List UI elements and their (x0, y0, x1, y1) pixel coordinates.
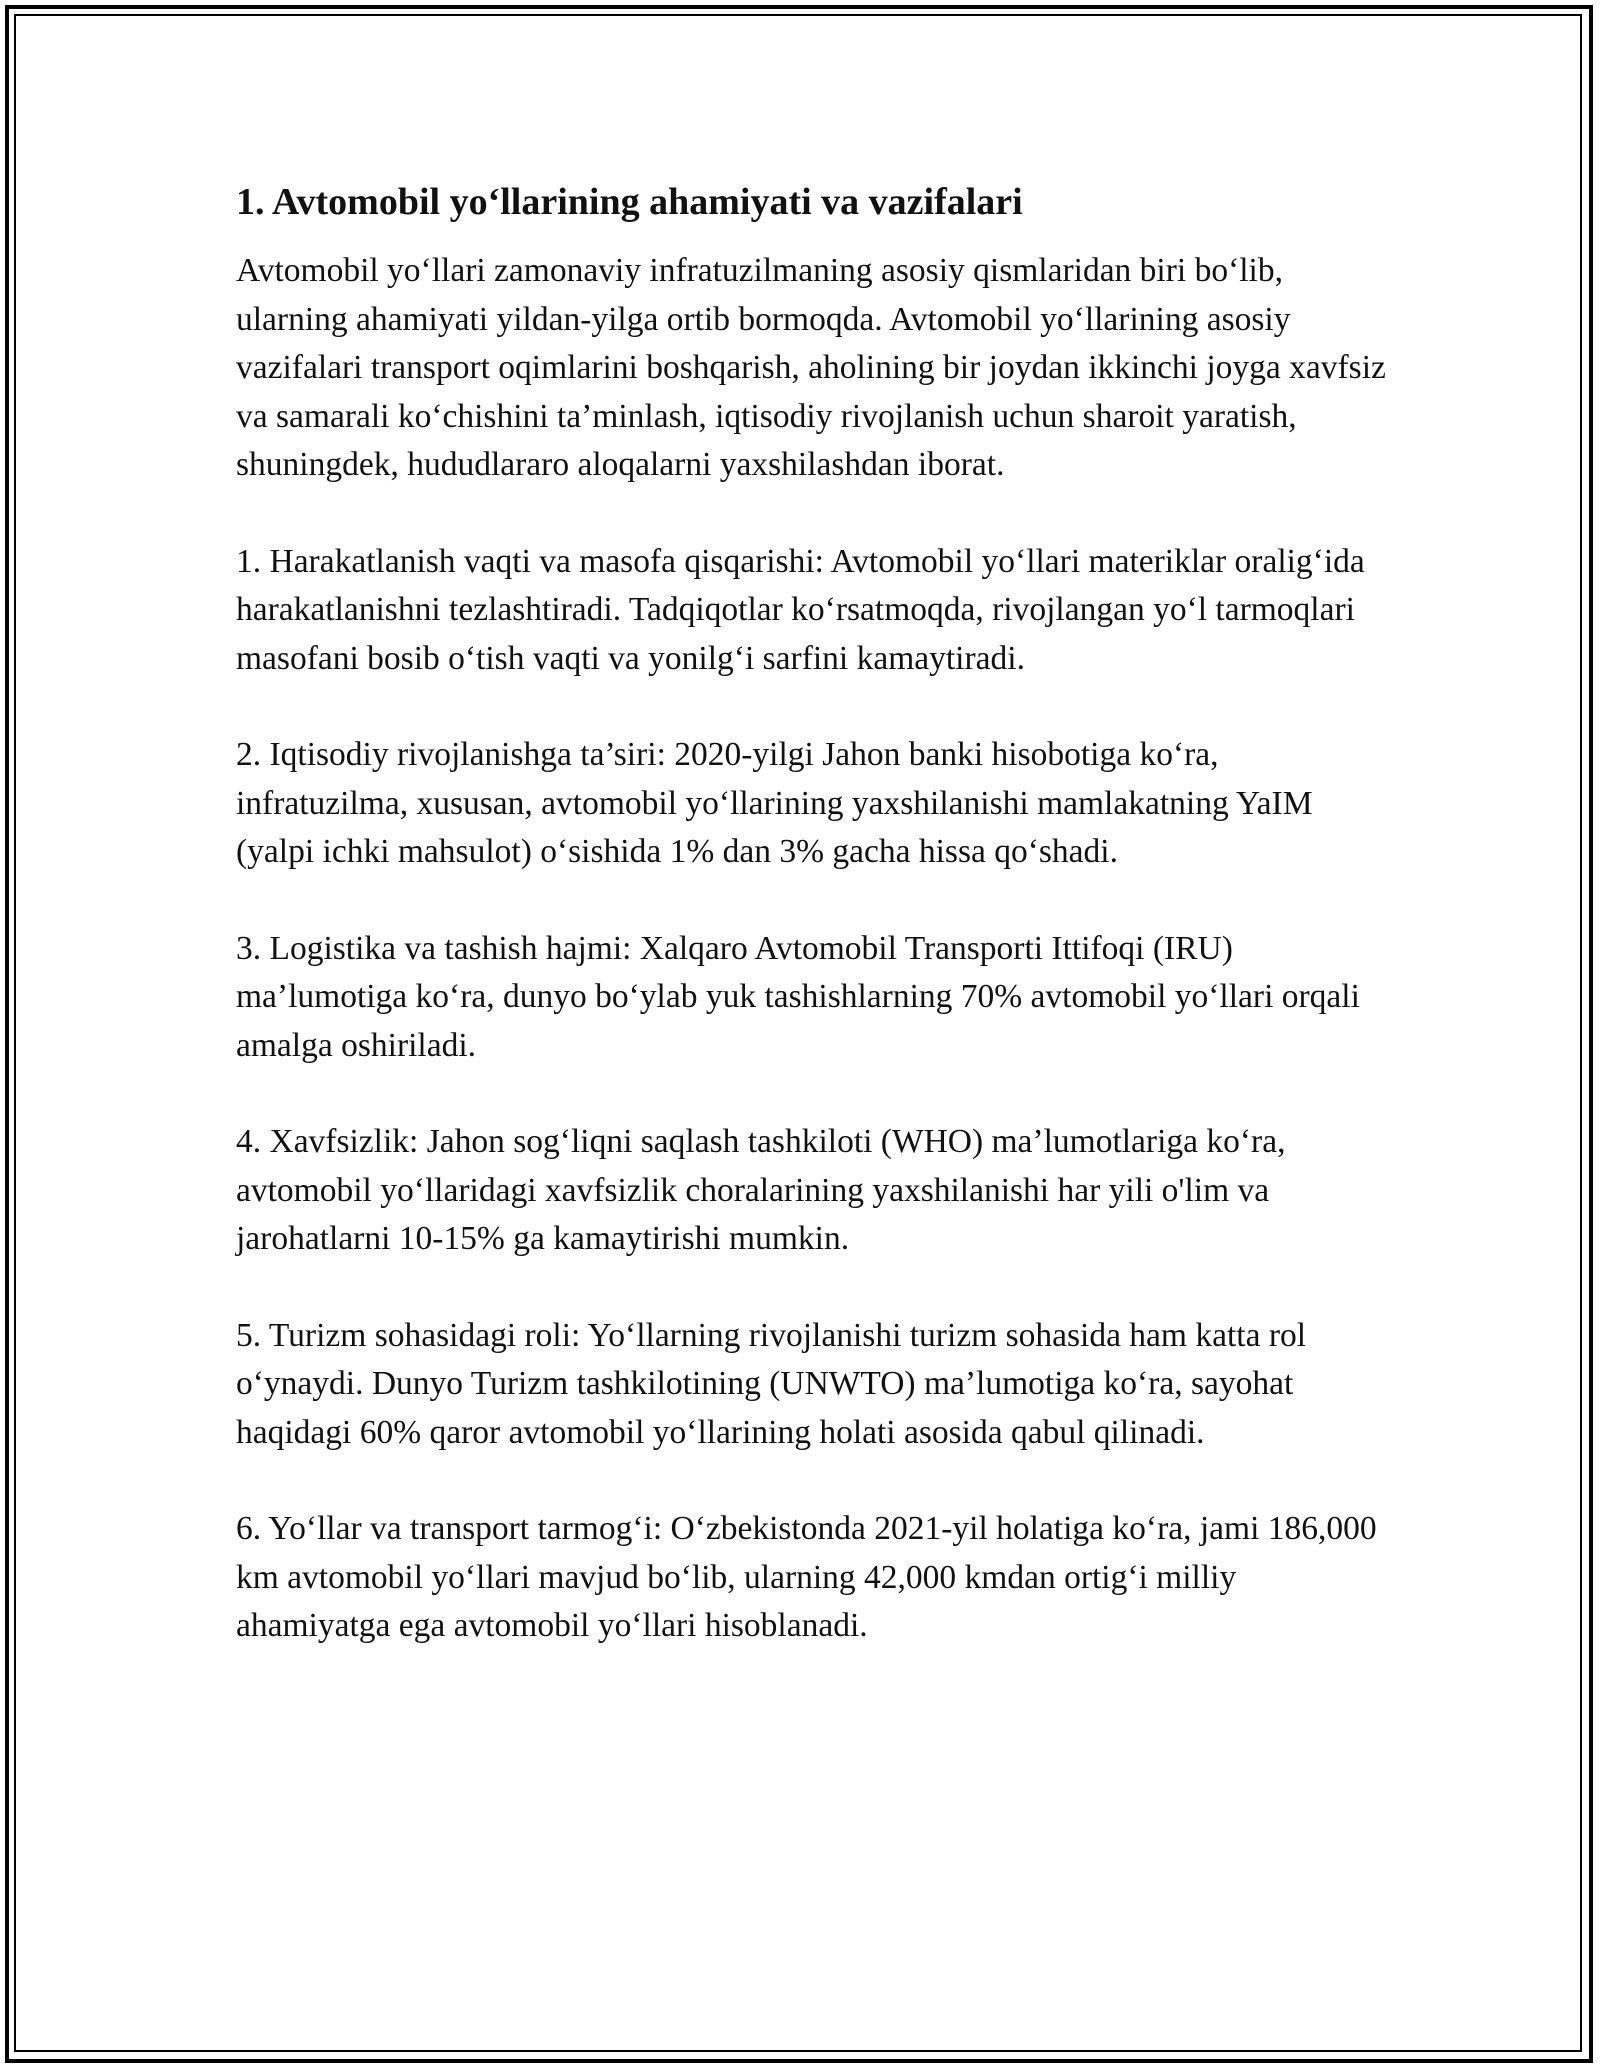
list-item-economic-impact: 2. Iqtisodiy rivojlanishga ta’siri: 2020-yilgi Jahon banki hisobotiga ko‘ra, infratuzilma, xususan, avtomobil yo‘llarining yaxshilanishi mamlakatning YaIM (yalpi ichki mahsulot) o‘sishida 1% dan 3% gacha hissa qo‘shadi. (236, 736, 1313, 871)
list-item-tourism: 5. Turizm sohasidagi roli: Yo‘llarning rivojlanishi turizm sohasida ham katta rol o‘ynaydi. Dunyo Turizm tashkilotining (UNWTO) ma’lumotiga ko‘ra, sayohat haqidagi 60% qaror avtomobil yo‘llarining holati asosida qabul qilinadi. (236, 1316, 1307, 1451)
list-item-logistics: 3. Logistika va tashish hajmi: Xalqaro Avtomobil Transporti Ittifoqi (IRU) ma’lumotiga ko‘ra, dunyo bo‘ylab yuk tashishlarning 70% avtomobil yo‘llari orqali amalga oshiriladi. (236, 929, 1360, 1064)
list-item-travel-time: 1. Harakatlanish vaqti va masofa qisqarishi: Avtomobil yo‘llari materiklar oralig‘ida harakatlanishni tezlashtiradi. Tadqiqotlar ko‘rsatmoqda, rivojlangan yo‘l tarmoqlari masofani bosib o‘tish vaqti va yonilg‘i sarfini kamaytiradi. (236, 542, 1365, 677)
list-item-safety: 4. Xavfsizlik: Jahon sog‘liqni saqlash tashkiloti (WHO) ma’lumotlariga ko‘ra, avtomobil yo‘llaridagi xavfsizlik choralarining yaxshilanishi har yili o'lim va jarohatlarni 10-15% ga kamaytirishi mumkin. (236, 1123, 1286, 1258)
section-heading: 1. Avtomobil yo‘llarining ahamiyati va vazifalari (236, 181, 1023, 223)
document-body (236, 176, 1386, 1699)
intro-paragraph: Avtomobil yo‘llari zamonaviy infratuzilmaning asosiy qismlaridan biri bo‘lib, ularning ahamiyati yildan-yilga ortib bormoqda. Avtomobil yo‘llarining asosiy vazifalari transport oqimlarini boshqarish, aholining bir joydan ikkinchi joyga xavfsiz va samarali ko‘chishini ta’minlash, iqtisodiy rivojlanish uchun sharoit yaratish, shuningdek, hududlararo aloqalarni yaxshilashdan iborat. (236, 252, 1386, 484)
list-item-road-network: 6. Yo‘llar va transport tarmog‘i: O‘zbekistonda 2021-yil holatiga ko‘ra, jami 186,000 km avtomobil yo‘llari mavjud bo‘lib, ularning 42,000 kmdan ortig‘i milliy ahamiyatga ega avtomobil yo‘llari hisoblanadi. (236, 1510, 1377, 1645)
